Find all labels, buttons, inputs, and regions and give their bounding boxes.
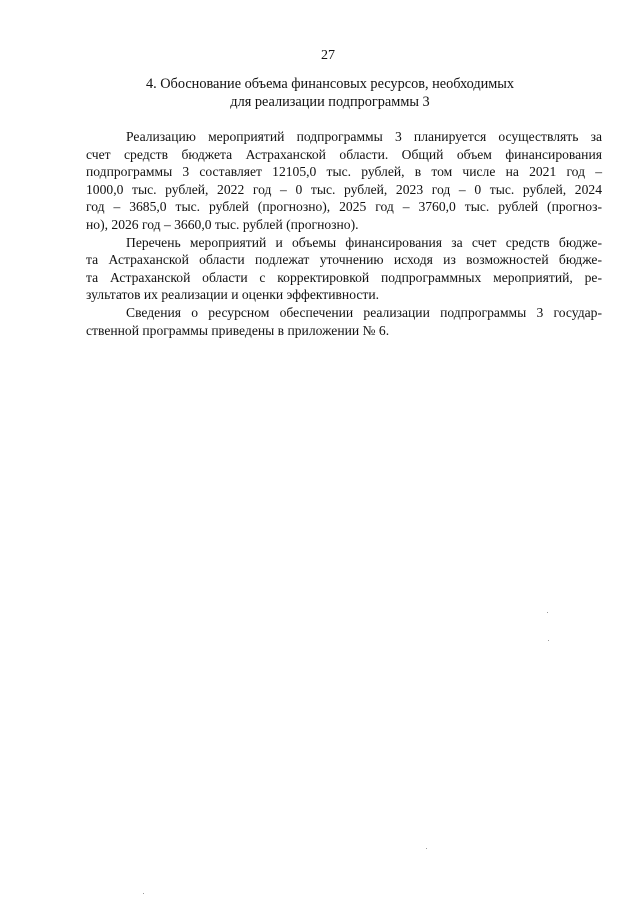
section-heading [110,75,550,111]
text-line: счет средств бюджета Астраханской области. Общий объем финансирования [86,146,602,162]
text-line: та Астраханской области с корректировкой подпрограммных мероприятий, ре- [86,269,602,285]
paragraph-resource-info [86,304,602,339]
text-line: но), 2026 год – 3660,0 тыс. рублей (прогнозно). [86,216,359,232]
section-heading-line-1: 4. Обоснование объема финансовых ресурсов, необходимых [145,76,515,92]
section-heading-line-2: для реализации подпрограммы 3 [230,94,430,110]
text-line: Перечень мероприятий и объемы финансирования за счет средств бюдже- [126,234,602,250]
scan-speck [548,640,549,641]
text-line: зультатов их реализации и оценки эффективности. [86,287,379,303]
text-line: 1000,0 тыс. рублей, 2022 год – 0 тыс. рублей, 2023 год – 0 тыс. рублей, 2024 [86,181,602,197]
text-line: ственной программы приведены в приложении № 6. [86,322,390,338]
text-line: год – 3685,0 тыс. рублей (прогнозно), 2025 год – 3760,0 тыс. рублей (прогнoз- [86,199,602,215]
text-line: Реализацию мероприятий подпрограммы 3 планируется осуществлять за [126,129,602,144]
paragraph-measures-list [86,234,602,304]
text-line: подпрограммы 3 составляет 12105,0 тыс. рублей, в том числе на 2021 год – [86,164,602,180]
paragraph-funding-volume [86,128,602,234]
page-number: 27 [321,48,335,63]
body-text [86,128,602,339]
scan-speck [426,848,427,849]
text-line: Сведения о ресурсном обеспечении реализации подпрограммы 3 государ- [126,304,602,320]
text-line: та Астраханской области подлежат уточнению исходя из возможностей бюдже- [86,252,602,268]
scan-speck [547,612,548,613]
scan-speck [143,893,144,894]
